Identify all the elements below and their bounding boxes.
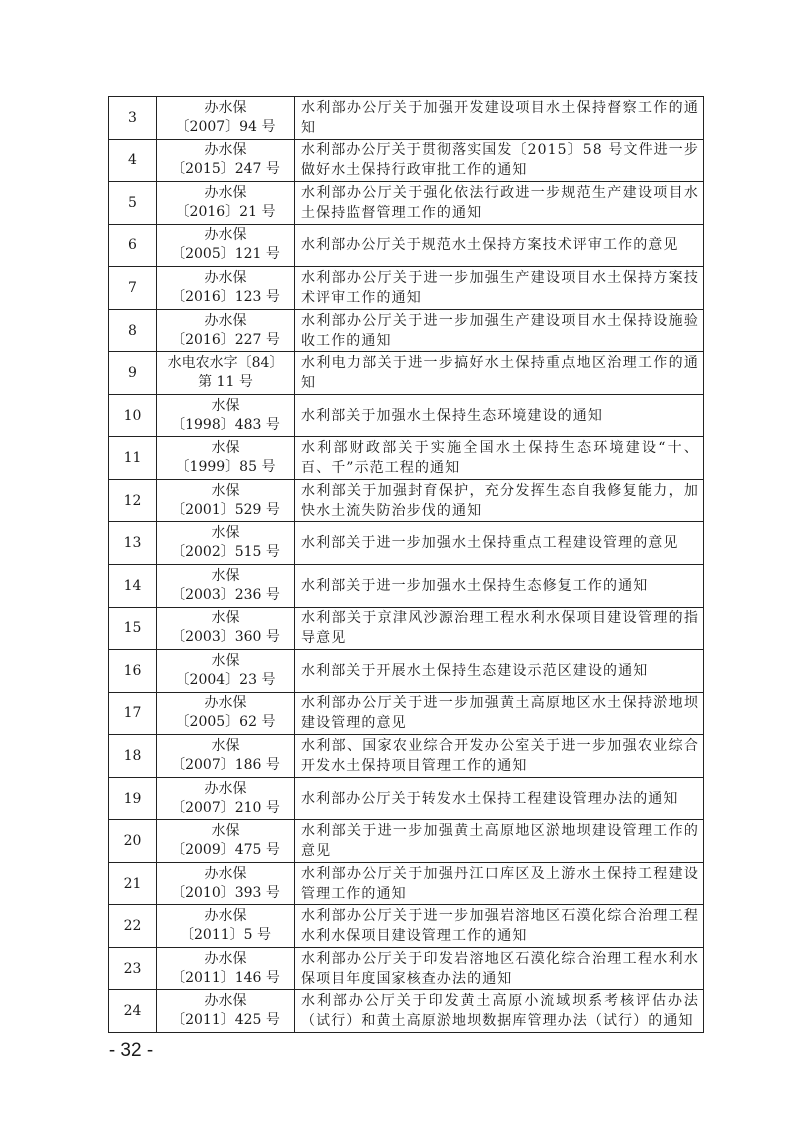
document-code-number: 〔2007〕210 号 <box>171 799 280 816</box>
document-code-cell <box>157 820 295 863</box>
document-code-number: 〔2007〕186 号 <box>171 756 280 773</box>
document-title: 水利电力部关于进一步搞好水土保持重点地区治理工作的通知 <box>295 352 704 395</box>
row-number: 5 <box>109 182 157 225</box>
document-code-prefix: 办水保 <box>204 950 247 967</box>
table-row <box>109 267 704 310</box>
table-row <box>109 735 704 778</box>
document-code-cell <box>157 97 295 140</box>
row-number: 15 <box>109 607 157 650</box>
table-row <box>109 97 704 140</box>
row-number: 23 <box>109 947 157 990</box>
document-title: 水利部办公厅关于进一步加强生产建设项目水土保持方案技术评审工作的通知 <box>295 267 704 310</box>
document-title: 水利部办公厅关于进一步加强岩溶地区石漠化综合治理工程水利水保项目建设管理工作的通知 <box>295 905 704 948</box>
document-title: 水利部办公厅关于加强丹江口库区及上游水土保持工程建设管理工作的通知 <box>295 862 704 905</box>
row-number: 21 <box>109 862 157 905</box>
document-title: 水利部、国家农业综合开发办公室关于进一步加强农业综合开发水土保持项目管理工作的通知 <box>295 735 704 778</box>
document-code-cell <box>157 522 295 565</box>
row-number: 6 <box>109 224 157 267</box>
row-number: 9 <box>109 352 157 395</box>
document-code-number: 〔2015〕247 号 <box>171 161 280 178</box>
row-number: 16 <box>109 650 157 693</box>
document-title: 水利部关于京津风沙源治理工程水利水保项目建设管理的指导意见 <box>295 607 704 650</box>
document-code-cell <box>157 905 295 948</box>
document-title: 水利部关于加强水土保持生态环境建设的通知 <box>295 394 704 437</box>
table-row <box>109 224 704 267</box>
row-number: 11 <box>109 437 157 480</box>
table-row <box>109 862 704 905</box>
document-title: 水利部财政部关于实施全国水土保持生态环境建设“十、百、千”示范工程的通知 <box>295 437 704 480</box>
row-number: 19 <box>109 777 157 820</box>
row-number: 3 <box>109 97 157 140</box>
table-row <box>109 650 704 693</box>
document-title: 水利部办公厅关于印发黄土高原小流域坝系考核评估办法（试行）和黄土高原淤地坝数据库管理办法（试行）的通知 <box>295 990 704 1033</box>
document-code-cell <box>157 735 295 778</box>
document-code-prefix: 办水保 <box>204 269 247 286</box>
row-number: 7 <box>109 267 157 310</box>
table-row <box>109 947 704 990</box>
document-title: 水利部办公厅关于强化依法行政进一步规范生产建设项目水土保持监督管理工作的通知 <box>295 182 704 225</box>
document-code-cell <box>157 777 295 820</box>
document-code-prefix: 办水保 <box>204 99 247 116</box>
row-number: 17 <box>109 692 157 735</box>
table-row <box>109 309 704 352</box>
document-code-number: 〔2003〕236 号 <box>171 586 280 603</box>
document-code-prefix: 办水保 <box>204 142 247 159</box>
page-number: - 32 - <box>108 1040 154 1061</box>
document-code-cell <box>157 479 295 522</box>
document-code-number: 〔2011〕5 号 <box>180 927 271 944</box>
table-body <box>109 97 704 1033</box>
table-row <box>109 777 704 820</box>
document-code-number: 〔1999〕85 号 <box>175 459 276 476</box>
document-title: 水利部办公厅关于进一步加强生产建设项目水土保持设施验收工作的通知 <box>295 309 704 352</box>
row-number: 24 <box>109 990 157 1033</box>
row-number: 18 <box>109 735 157 778</box>
document-code-prefix: 水保 <box>211 525 240 542</box>
document-code-prefix: 办水保 <box>204 312 247 329</box>
row-number: 14 <box>109 565 157 608</box>
document-code-prefix: 办水保 <box>204 184 247 201</box>
document-code-number: 〔2010〕393 号 <box>171 884 280 901</box>
document-code-cell <box>157 650 295 693</box>
document-code-cell <box>157 607 295 650</box>
document-title: 水利部办公厅关于加强开发建设项目水土保持督察工作的通知 <box>295 97 704 140</box>
document-code-cell <box>157 224 295 267</box>
row-number: 13 <box>109 522 157 565</box>
document-title: 水利部关于进一步加强黄土高原地区淤地坝建设管理工作的意见 <box>295 820 704 863</box>
document-code-number: 〔2005〕62 号 <box>175 714 276 731</box>
document-code-prefix: 水保 <box>211 652 240 669</box>
row-number: 12 <box>109 479 157 522</box>
table-row <box>109 905 704 948</box>
document-code-cell <box>157 862 295 905</box>
document-code-prefix: 办水保 <box>204 908 247 925</box>
table-row <box>109 437 704 480</box>
table-row <box>109 352 704 395</box>
row-number: 20 <box>109 820 157 863</box>
document-code-number: 〔2005〕121 号 <box>171 246 280 263</box>
document-code-prefix: 水保 <box>211 610 240 627</box>
table-row <box>109 607 704 650</box>
document-code-prefix: 办水保 <box>204 227 247 244</box>
document-code-cell <box>157 565 295 608</box>
row-number: 22 <box>109 905 157 948</box>
document-code-cell <box>157 139 295 182</box>
document-code-prefix: 办水保 <box>204 865 247 882</box>
document-code-prefix: 水保 <box>211 567 240 584</box>
document-code-cell <box>157 437 295 480</box>
document-code-prefix: 办水保 <box>204 695 247 712</box>
table-row <box>109 990 704 1033</box>
table-row <box>109 565 704 608</box>
document-code-number: 〔2016〕21 号 <box>175 203 276 220</box>
table-row <box>109 479 704 522</box>
table-row <box>109 139 704 182</box>
document-code-number: 〔2003〕360 号 <box>171 629 280 646</box>
document-code-number: 〔2011〕425 号 <box>171 1012 280 1029</box>
document-code-prefix: 水保 <box>211 823 240 840</box>
document-title: 水利部关于加强封育保护，充分发挥生态自我修复能力，加快水土流失防治步伐的通知 <box>295 479 704 522</box>
document-code-prefix: 水保 <box>211 737 240 754</box>
document-code-number: 〔1998〕483 号 <box>171 416 280 433</box>
document-code-number: 〔2007〕94 号 <box>175 118 276 135</box>
document-title: 水利部办公厅关于规范水土保持方案技术评审工作的意见 <box>295 224 704 267</box>
document-code-prefix: 水电农水字〔84〕 <box>167 355 284 372</box>
document-code-cell <box>157 990 295 1033</box>
document-code-cell <box>157 947 295 990</box>
table-row <box>109 522 704 565</box>
document-code-number: 〔2009〕475 号 <box>171 842 280 859</box>
document-code-cell <box>157 394 295 437</box>
document-title: 水利部关于进一步加强水土保持重点工程建设管理的意见 <box>295 522 704 565</box>
table-row <box>109 182 704 225</box>
document-title: 水利部关于开展水土保持生态建设示范区建设的通知 <box>295 650 704 693</box>
document-code-number: 〔2004〕23 号 <box>175 671 276 688</box>
document-code-number: 〔2002〕515 号 <box>171 544 280 561</box>
document-code-number: 〔2011〕146 号 <box>171 969 280 986</box>
document-code-number: 第 11 号 <box>198 374 253 391</box>
row-number: 10 <box>109 394 157 437</box>
document-code-cell <box>157 352 295 395</box>
table-row <box>109 820 704 863</box>
document-code-prefix: 水保 <box>211 482 240 499</box>
document-code-cell <box>157 309 295 352</box>
document-code-cell <box>157 692 295 735</box>
document-code-prefix: 水保 <box>211 397 240 414</box>
document-title: 水利部办公厅关于进一步加强黄土高原地区水土保持淤地坝建设管理的意见 <box>295 692 704 735</box>
document-code-prefix: 水保 <box>211 440 240 457</box>
document-code-prefix: 办水保 <box>204 780 247 797</box>
table-row <box>109 692 704 735</box>
document-list-table <box>108 96 704 1033</box>
document-title: 水利部办公厅关于贯彻落实国发〔2015〕58 号文件进一步做好水土保持行政审批工作的通知 <box>295 139 704 182</box>
document-code-cell <box>157 267 295 310</box>
document-title: 水利部办公厅关于印发岩溶地区石漠化综合治理工程水利水保项目年度国家核查办法的通知 <box>295 947 704 990</box>
document-code-number: 〔2001〕529 号 <box>171 501 280 518</box>
document-title: 水利部关于进一步加强水土保持生态修复工作的通知 <box>295 565 704 608</box>
table-row <box>109 394 704 437</box>
document-code-cell <box>157 182 295 225</box>
document-title: 水利部办公厅关于转发水土保持工程建设管理办法的通知 <box>295 777 704 820</box>
row-number: 4 <box>109 139 157 182</box>
document-code-prefix: 办水保 <box>204 993 247 1010</box>
row-number: 8 <box>109 309 157 352</box>
document-code-number: 〔2016〕123 号 <box>171 288 280 305</box>
document-code-number: 〔2016〕227 号 <box>171 331 280 348</box>
